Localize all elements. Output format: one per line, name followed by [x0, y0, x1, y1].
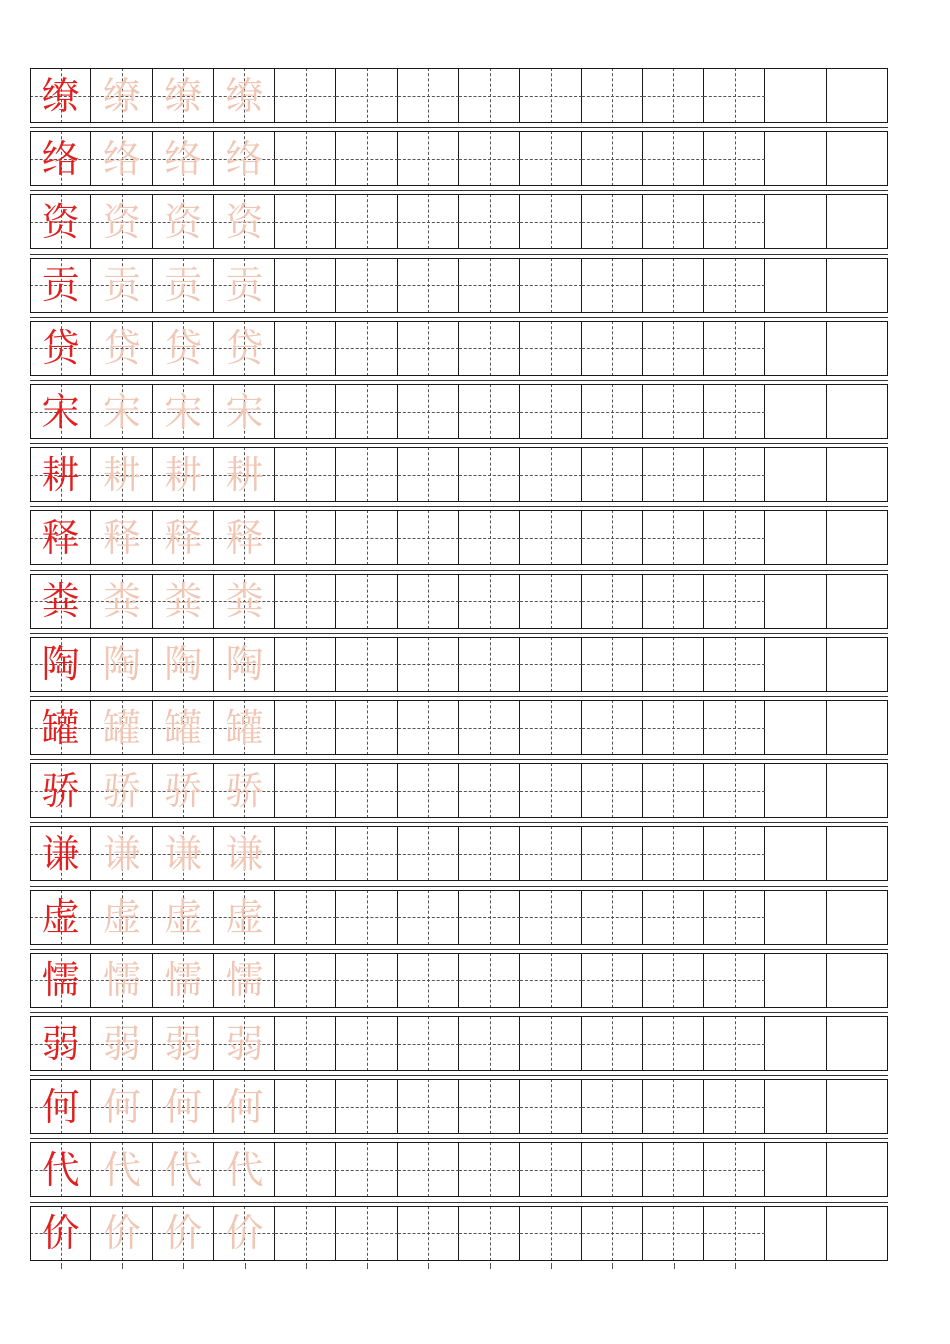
trace-character: 代 — [102, 1147, 141, 1192]
row-frame — [30, 1016, 888, 1071]
trace-character: 宋 — [164, 389, 203, 434]
row-separator — [30, 254, 888, 255]
model-character: 何 — [41, 1084, 80, 1129]
trace-character: 释 — [102, 515, 141, 560]
row-frame — [30, 258, 888, 313]
trace-character: 价 — [102, 1211, 141, 1256]
trace-character: 贡 — [164, 263, 203, 308]
practice-row — [30, 826, 888, 881]
trace-character: 资 — [225, 199, 264, 244]
practice-row — [30, 510, 888, 565]
practice-row — [30, 447, 888, 502]
row-separator — [30, 380, 888, 381]
trace-character: 宋 — [102, 389, 141, 434]
row-frame — [30, 700, 888, 755]
model-character: 虚 — [41, 895, 80, 940]
practice-row — [30, 700, 888, 755]
trace-character: 骄 — [102, 768, 141, 813]
trace-character: 耕 — [102, 452, 141, 497]
model-character: 贷 — [41, 326, 80, 371]
practice-row — [30, 68, 888, 123]
row-frame — [30, 510, 888, 565]
trace-character: 陶 — [164, 642, 203, 687]
guide-tick — [428, 1263, 429, 1269]
trace-character: 陶 — [225, 642, 264, 687]
row-separator — [30, 127, 888, 128]
trace-character: 价 — [164, 1211, 203, 1256]
practice-row — [30, 258, 888, 313]
row-separator — [30, 570, 888, 571]
row-separator — [30, 1012, 888, 1013]
trace-character: 贷 — [164, 326, 203, 371]
guide-tick — [674, 1263, 675, 1269]
row-separator — [30, 822, 888, 823]
guide-tick — [735, 1263, 736, 1269]
row-separator — [30, 506, 888, 507]
row-frame — [30, 574, 888, 629]
trace-character: 粪 — [102, 579, 141, 624]
trace-character: 何 — [164, 1084, 203, 1129]
guide-tick — [306, 1263, 307, 1269]
row-frame — [30, 890, 888, 945]
trace-character: 骄 — [225, 768, 264, 813]
trace-character: 耕 — [164, 452, 203, 497]
practice-row — [30, 890, 888, 945]
row-separator — [30, 886, 888, 887]
row-separator — [30, 949, 888, 950]
row-separator — [30, 190, 888, 191]
trace-character: 罐 — [164, 705, 203, 750]
model-character: 骄 — [41, 768, 80, 813]
trace-character: 粪 — [164, 579, 203, 624]
model-character: 宋 — [41, 389, 80, 434]
row-separator — [30, 759, 888, 760]
trace-character: 贷 — [102, 326, 141, 371]
trace-character: 谦 — [164, 831, 203, 876]
practice-row — [30, 574, 888, 629]
model-character: 陶 — [41, 642, 80, 687]
guide-tick — [183, 1263, 184, 1269]
model-character: 贡 — [41, 263, 80, 308]
trace-character: 虚 — [164, 895, 203, 940]
row-frame — [30, 953, 888, 1008]
row-frame — [30, 1079, 888, 1134]
trace-character: 谦 — [102, 831, 141, 876]
model-character: 资 — [41, 199, 80, 244]
practice-row — [30, 953, 888, 1008]
trace-character: 陶 — [102, 642, 141, 687]
trace-character: 价 — [225, 1211, 264, 1256]
practice-row — [30, 1206, 888, 1261]
row-separator — [30, 1202, 888, 1203]
trace-character: 释 — [164, 515, 203, 560]
model-character: 耕 — [41, 452, 80, 497]
guide-tick — [551, 1263, 552, 1269]
model-character: 弱 — [41, 1021, 80, 1066]
trace-character: 虚 — [102, 895, 141, 940]
model-character: 代 — [41, 1147, 80, 1192]
trace-character: 缭 — [225, 73, 264, 118]
trace-character: 弱 — [164, 1021, 203, 1066]
trace-character: 粪 — [225, 579, 264, 624]
row-separator — [30, 696, 888, 697]
model-character: 释 — [41, 515, 80, 560]
practice-grid — [30, 68, 888, 1264]
row-separator — [30, 633, 888, 634]
practice-row — [30, 384, 888, 439]
row-frame — [30, 763, 888, 818]
trace-character: 弱 — [102, 1021, 141, 1066]
row-frame — [30, 68, 888, 123]
model-character: 络 — [41, 136, 80, 181]
trace-character: 何 — [225, 1084, 264, 1129]
model-character: 谦 — [41, 831, 80, 876]
trace-character: 代 — [225, 1147, 264, 1192]
model-character: 价 — [41, 1211, 80, 1256]
row-frame — [30, 447, 888, 502]
trace-character: 代 — [164, 1147, 203, 1192]
trace-character: 释 — [225, 515, 264, 560]
practice-row — [30, 763, 888, 818]
practice-row — [30, 637, 888, 692]
row-frame — [30, 321, 888, 376]
trace-character: 资 — [102, 199, 141, 244]
trace-character: 络 — [102, 136, 141, 181]
trace-character: 缭 — [102, 73, 141, 118]
trace-character: 谦 — [225, 831, 264, 876]
trace-character: 骄 — [164, 768, 203, 813]
practice-row — [30, 1079, 888, 1134]
row-frame — [30, 826, 888, 881]
guide-tick — [245, 1263, 246, 1269]
row-frame — [30, 384, 888, 439]
trace-character: 络 — [225, 136, 264, 181]
trace-character: 虚 — [225, 895, 264, 940]
guide-tick — [61, 1263, 62, 1269]
row-frame — [30, 194, 888, 249]
model-character: 罐 — [41, 705, 80, 750]
trace-character: 宋 — [225, 389, 264, 434]
trace-character: 罐 — [102, 705, 141, 750]
row-separator — [30, 443, 888, 444]
trace-character: 贡 — [225, 263, 264, 308]
practice-row — [30, 321, 888, 376]
trace-character: 懦 — [225, 958, 264, 1003]
practice-row — [30, 194, 888, 249]
model-character: 懦 — [41, 958, 80, 1003]
model-character: 缭 — [41, 73, 80, 118]
trace-character: 懦 — [164, 958, 203, 1003]
trace-character: 贷 — [225, 326, 264, 371]
trace-character: 资 — [164, 199, 203, 244]
practice-row — [30, 131, 888, 186]
row-separator — [30, 317, 888, 318]
trace-character: 络 — [164, 136, 203, 181]
row-separator — [30, 1138, 888, 1139]
row-frame — [30, 131, 888, 186]
trace-character: 何 — [102, 1084, 141, 1129]
model-character: 粪 — [41, 579, 80, 624]
trace-character: 弱 — [225, 1021, 264, 1066]
trace-character: 罐 — [225, 705, 264, 750]
trace-character: 贡 — [102, 263, 141, 308]
trace-character: 缭 — [164, 73, 203, 118]
practice-row — [30, 1016, 888, 1071]
row-frame — [30, 1206, 888, 1261]
guide-tick — [122, 1263, 123, 1269]
guide-tick — [367, 1263, 368, 1269]
trace-character: 懦 — [102, 958, 141, 1003]
row-separator — [30, 1075, 888, 1076]
trace-character: 耕 — [225, 452, 264, 497]
guide-tick — [490, 1263, 491, 1269]
guide-tick — [612, 1263, 613, 1269]
practice-row — [30, 1142, 888, 1197]
row-frame — [30, 1142, 888, 1197]
row-frame — [30, 637, 888, 692]
